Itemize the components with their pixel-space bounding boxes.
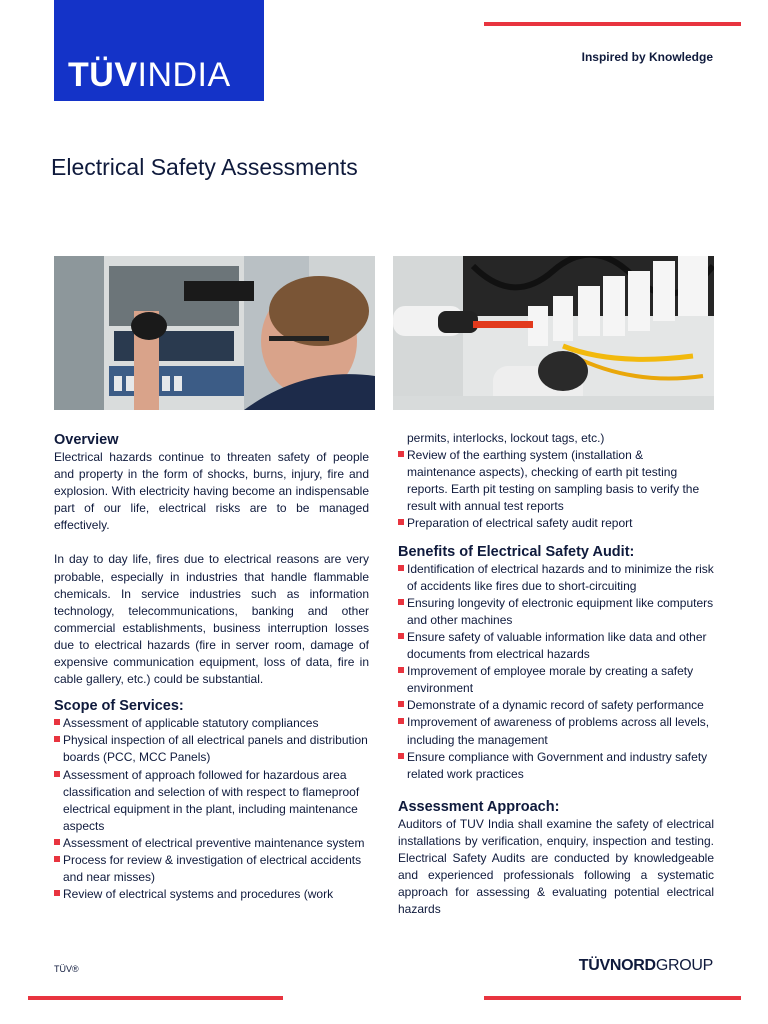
list-item: Assessment of electrical preventive maintenance system bbox=[54, 835, 369, 852]
tuv-nord-group-logo: TÜVNORDGROUP bbox=[578, 957, 713, 974]
right-column bbox=[398, 430, 714, 918]
tuv-mark: TÜV® bbox=[54, 964, 79, 974]
scope-list bbox=[54, 715, 369, 903]
list-item: Review of the earthing system (installation & maintenance aspects), checking of earth pit testing reports. Earth pit testing on sampling basis to verify the result with annual test reports bbox=[398, 447, 714, 515]
bullet-icon bbox=[398, 753, 404, 759]
list-item: Ensure compliance with Government and industry safety related work practices bbox=[398, 749, 714, 783]
list-item: Improvement of employee morale by creating a safety environment bbox=[398, 663, 714, 697]
bullet-icon bbox=[54, 890, 60, 896]
list-item: Improvement of awareness of problems across all levels, including the management bbox=[398, 714, 714, 748]
overview-heading: Overview bbox=[54, 432, 119, 448]
bullet-icon bbox=[398, 599, 404, 605]
list-item: Ensure safety of valuable information like data and other documents from electrical hazards bbox=[398, 629, 714, 663]
bullet-icon bbox=[398, 633, 404, 639]
bullet-icon bbox=[398, 718, 404, 724]
list-item: Review of electrical systems and procedures (work bbox=[54, 886, 369, 903]
overview-paragraph-2: In day to day life, fires due to electrical reasons are very probable, especially in industries that handle flammable chemicals. In service industries such as information technology, telecommunications, banking and other commercial establishments, business interruption losses due to electrical hazards (fire in server room, damage of expensive communication equipment, loss of data, fire in cable gallery, etc.) could be substantial. bbox=[54, 552, 369, 687]
brand-logo bbox=[54, 0, 264, 101]
list-item: Preparation of electrical safety audit report bbox=[398, 515, 714, 532]
bullet-icon bbox=[54, 771, 60, 777]
scope-list-continued bbox=[398, 447, 714, 532]
list-item: Physical inspection of all electrical panels and distribution boards (PCC, MCC Panels) bbox=[54, 732, 369, 766]
bullet-icon bbox=[398, 519, 404, 525]
tagline: Inspired by Knowledge bbox=[581, 50, 713, 64]
scope-heading: Scope of Services: bbox=[54, 698, 184, 715]
bullet-icon bbox=[54, 839, 60, 845]
approach-paragraph: Auditors of TUV India shall examine the safety of electrical installations by verification, enquiry, inspection and testing. Electrical Safety Audits are conducted by knowledgeable and experienced professionals following a systematic approach for assessing & evaluating potential electrical hazards bbox=[398, 816, 714, 917]
bullet-icon bbox=[54, 856, 60, 862]
photo-breaker-testing bbox=[393, 256, 714, 410]
benefits-heading: Benefits of Electrical Safety Audit: bbox=[398, 543, 635, 560]
bullet-icon bbox=[54, 719, 60, 725]
list-item: Demonstrate of a dynamic record of safety performance bbox=[398, 697, 714, 714]
list-item: Process for review & investigation of electrical accidents and near misses) bbox=[54, 852, 369, 886]
overview-paragraph-1: Electrical hazards continue to threaten safety of people and property in the form of shocks, burns, injury, fire and explosion. With electricity having become an indispensable part of our life, electrical risks are to be managed effectively. bbox=[54, 450, 369, 533]
bullet-icon bbox=[398, 701, 404, 707]
bullet-icon bbox=[398, 451, 404, 457]
list-item: Ensuring longevity of electronic equipment like computers and other machines bbox=[398, 595, 714, 629]
list-item: Assessment of approach followed for hazardous area classification and selection of with respect to flameproof electrical equipment in the plant, including maintenance aspects bbox=[54, 767, 369, 835]
bullet-icon bbox=[398, 667, 404, 673]
logo-wordmark: TÜVINDIA bbox=[68, 56, 231, 94]
page-title: Electrical Safety Assessments bbox=[51, 154, 358, 180]
bullet-icon bbox=[54, 736, 60, 742]
bullet-icon bbox=[398, 565, 404, 571]
footer-accent-line-right bbox=[484, 996, 741, 1000]
approach-heading: Assessment Approach: bbox=[398, 798, 560, 815]
left-column bbox=[54, 431, 369, 903]
list-item: Assessment of applicable statutory compliances bbox=[54, 715, 369, 732]
footer-accent-line-left bbox=[28, 996, 283, 1000]
photo-electrician-panel bbox=[54, 256, 375, 410]
header-accent-line bbox=[484, 22, 741, 26]
list-item: Identification of electrical hazards and to minimize the risk of accidents like fires due to short-circuiting bbox=[398, 561, 714, 595]
scope-continued: permits, interlocks, lockout tags, etc.) bbox=[407, 431, 605, 445]
benefits-list bbox=[398, 561, 714, 783]
